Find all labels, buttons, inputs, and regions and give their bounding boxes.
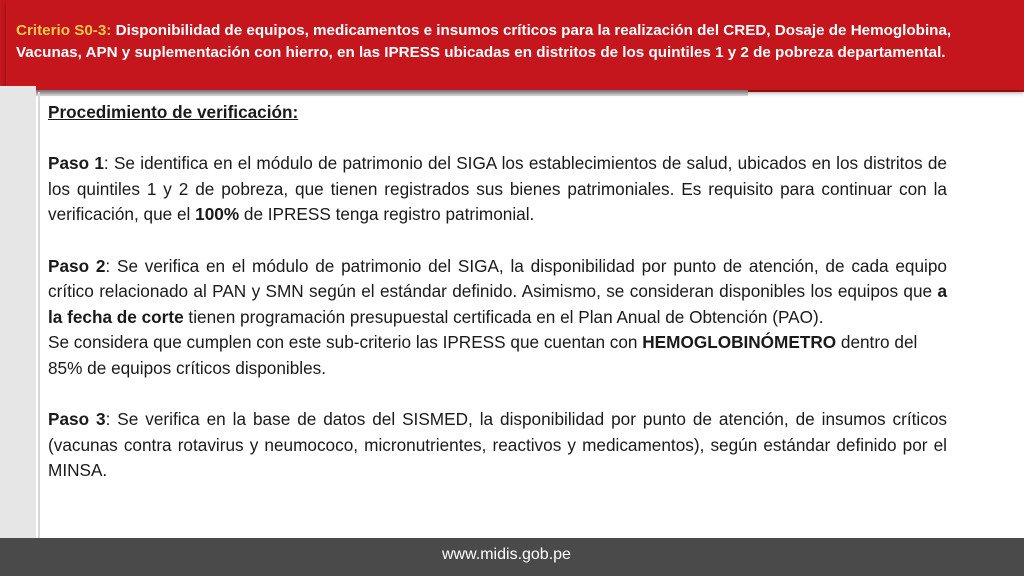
left-divider [38,92,40,538]
paso-1-text-b: de IPRESS tenga registro patrimonial. [239,204,535,225]
paso-1-percent: 100% [195,204,240,225]
paso-3-paragraph [48,407,947,484]
paso-1-text-a: : Se identifica en el módulo de patrimonio del SIGA los establecimientos de salud, ubicados en los distritos de los quintiles 1 y 2 de pobreza, que tienen registrados sus bienes patrimoniales. Es requisito para continuar con la verificación, que el [48,153,947,225]
paso-2-note-a: Se considera que cumplen con este sub-criterio las IPRESS que cuentan con [48,332,643,353]
side-tab [0,86,36,556]
paso-3-text: : Se verifica en la base de datos del SISMED, la disponibilidad por punto de atención, de insumos críticos (vacunas contra rotavirus y neumococo, micronutrientes, reactivos y medicamentos), según estándar definido por el MINSA. [48,409,947,481]
spacer [48,228,947,254]
paso-2-note [48,330,947,381]
paso-1-label: Paso 1 [48,153,104,174]
procedure-heading: Procedimiento de verificación: [48,102,299,122]
paso-2-paragraph [48,254,947,331]
paso-2-note-b: dentro del 85% de equipos críticos disponibles. [48,332,918,378]
paso-2-label: Paso 2 [48,255,106,276]
paso-2-hemoglobinometro: HEMOGLOBINÓMETRO [642,332,837,353]
footer-url[interactable]: www.midis.gob.pe [442,546,571,563]
criterion-code: Criterio S0-3: [16,22,112,39]
header-card [6,0,1024,90]
paso-2-text-b: tienen programación presupuestal certificada en el Plan Anual de Obtención (PAO). [183,306,824,327]
spacer [48,382,947,408]
paso-2-text-a: : Se verifica en el módulo de patrimonio del SIGA, la disponibilidad por punto de atención, de cada equipo crítico relacionado al PAN y SMN según el estándar definido. Asimismo, se consideran disponibles los equipos que [48,255,947,302]
paso-1-paragraph [48,151,947,228]
criterion-title [16,20,971,63]
paso-3-label: Paso 3 [48,409,106,430]
criterion-description: Disponibilidad de equipos, medicamentos e insumos críticos para la realización del CRED, Dosaje de Hemoglobina, Vacunas, APN y suplementación con hierro, en las IPRESS ubicadas en distritos de los quintiles 1 y 2 de pobreza departamental. [16,22,952,61]
paso-2-fecha-corte: a la fecha de corte [48,281,947,327]
procedure-content [48,100,947,484]
